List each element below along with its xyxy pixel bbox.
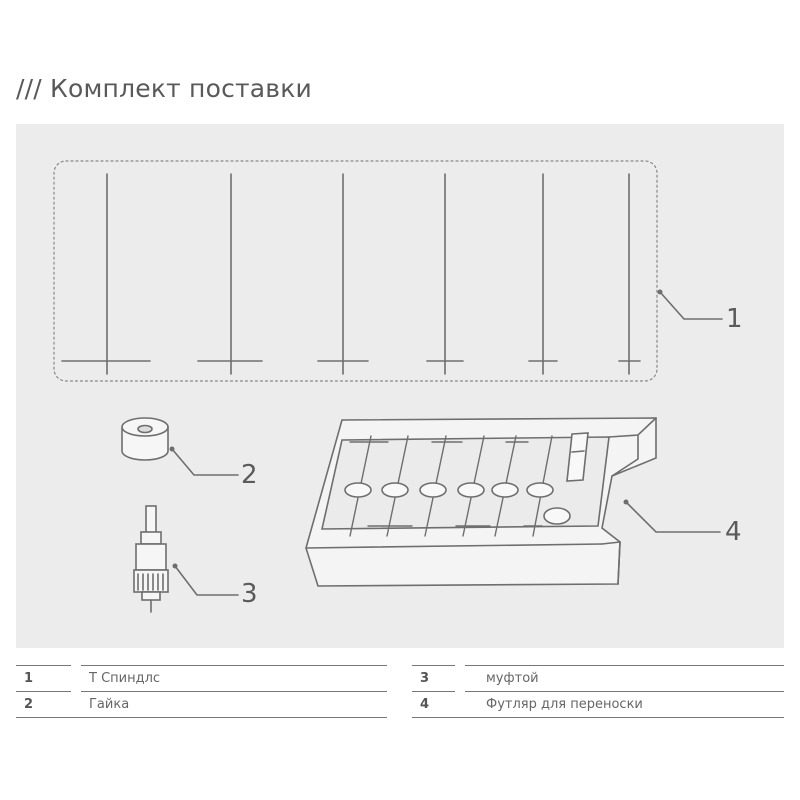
coupling-icon (134, 506, 168, 612)
legend-number: 4 (420, 697, 430, 712)
legend-number: 1 (24, 671, 34, 686)
legend-row (16, 665, 387, 692)
legend-row (16, 691, 387, 718)
contents-illustration-panel (16, 124, 784, 648)
contents-illustration (16, 124, 784, 648)
callout-3: 3 (241, 579, 258, 609)
legend-text: Т Спиндлс (89, 671, 161, 686)
legend-row (412, 691, 784, 718)
t-spindle-icon (62, 174, 640, 374)
callout-2: 2 (241, 460, 258, 490)
legend-text: Гайка (89, 697, 130, 712)
legend-text: муфтой (486, 671, 539, 686)
callout-4: 4 (725, 517, 742, 547)
legend-number: 3 (420, 671, 430, 686)
legend-number: 2 (24, 697, 34, 712)
carrying-case-icon (306, 418, 656, 586)
nut-icon (122, 418, 168, 460)
page-title: /// Комплект поставки (16, 74, 312, 103)
legend-bottom-rule (16, 717, 387, 718)
legend-row (412, 665, 784, 692)
legend-bottom-rule (412, 717, 784, 718)
legend-text: Футляр для переноски (486, 697, 643, 712)
callout-1: 1 (726, 304, 743, 334)
spindle-group-outline (54, 161, 657, 381)
